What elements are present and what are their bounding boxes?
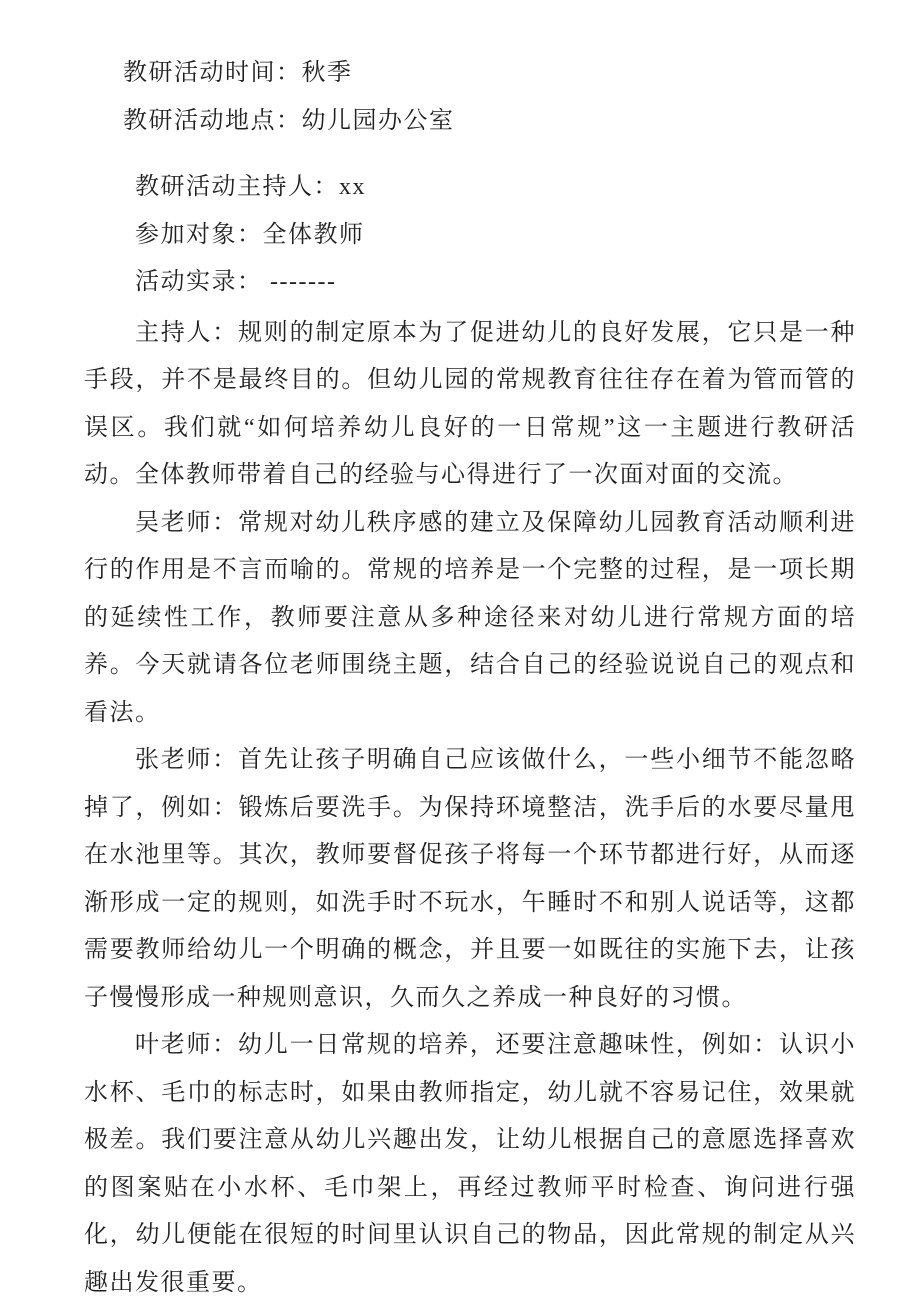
paragraph-moderator — [84, 310, 856, 500]
meta-value-participants: 全体教师 — [262, 221, 365, 248]
meta-block — [84, 50, 856, 307]
paragraph-teacher-ye — [84, 1022, 856, 1301]
meta-value-activity-host: xx — [339, 174, 366, 200]
speaker-name-teacher-ye: 叶老师： — [135, 1032, 239, 1058]
meta-value-activity-record-dashes: ------- — [270, 269, 337, 295]
speaker-name-moderator: 主持人： — [135, 319, 239, 346]
speaker-name-teacher-wu: 吴老师： — [135, 509, 239, 536]
paragraph-teacher-zhang — [84, 737, 856, 1022]
meta-label-activity-time: 教研活动时间： — [123, 60, 302, 86]
meta-line-participants — [84, 212, 856, 260]
meta-label-activity-record: 活动实录： — [135, 269, 263, 295]
meta-label-participants: 参加对象： — [135, 221, 263, 248]
speech-text-teacher-zhang: 首先让孩子明确自己应该做什么，一些小细节不能忽略掉了，例如：锻炼后要洗手。为保持环境整洁，洗手后的水要尽量甩在水池里等。其次，教师要督促孩子将每一个环节都进行好，从而逐渐形成一定的规则，如洗手时不玩水，午睡时不和别人说话等，这都需要教师给幼儿一个明确的概念，并且要一如既往的实施下去，让孩子慢慢形成一种规则意识，久而久之养成一种良好的习惯。 — [84, 747, 857, 1011]
meta-value-activity-place: 幼儿园办公室 — [301, 107, 455, 134]
paragraph-teacher-wu — [84, 500, 856, 738]
meta-line-activity-host — [84, 164, 856, 212]
speech-text-teacher-wu: 常规对幼儿秩序感的建立及保障幼儿园教育活动顺利进行的作用是不言而喻的。常规的培养是一个完整的过程，是一项长期的延续性工作，教师要注意从多种途径来对幼儿进行常规方面的培养。今天就请各位老师围绕主题，结合自己的经验说说自己的观点和看法。 — [84, 509, 857, 726]
meta-label-activity-place: 教研活动地点： — [123, 107, 302, 134]
speaker-name-teacher-zhang: 张老师： — [135, 747, 239, 773]
speech-text-moderator: 规则的制定原本为了促进幼儿的良好发展，它只是一种手段，并不是最终目的。但幼儿园的常规教育往往存在着为管而管的误区。我们就“如何培养幼儿良好的一日常规”这一主题进行教研活动。全体教师带着自己的经验与心得进行了一次面对面的交流。 — [84, 319, 857, 488]
speech-text-teacher-ye: 幼儿一日常规的培养，还要注意趣味性，例如：认识小水杯、毛巾的标志时，如果由教师指定，幼儿就不容易记住，效果就极差。我们要注意从幼儿兴趣出发，让幼儿根据自己的意愿选择喜欢的图案贴在小水杯、毛巾架上，再经过教师平时检查、询问进行强化，幼儿便能在很短的时间里认识自己的物品，因此常规的制定从兴趣出发很重要。 — [84, 1032, 857, 1296]
transcript-block — [84, 310, 856, 1301]
meta-label-activity-host: 教研活动主持人： — [135, 174, 339, 200]
meta-line-activity-place — [84, 98, 856, 146]
meta-line-activity-time — [84, 50, 856, 98]
meta-line-activity-record — [84, 259, 856, 307]
meta-value-activity-time: 秋季 — [301, 60, 353, 86]
